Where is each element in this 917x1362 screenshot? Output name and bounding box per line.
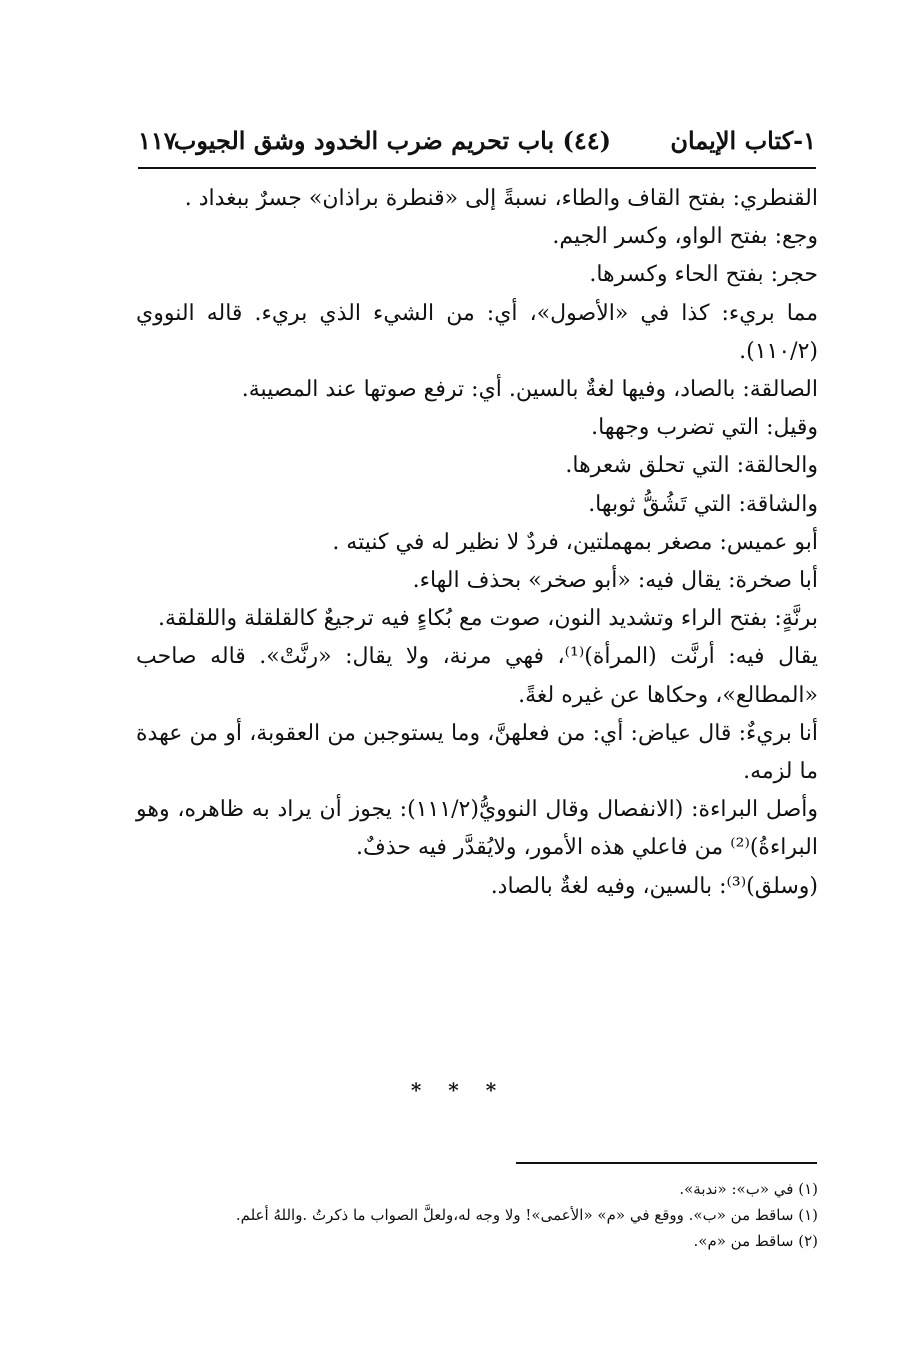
entry-qila: وقيل: التي تضرب وجهها. bbox=[591, 415, 818, 441]
running-header bbox=[138, 120, 816, 164]
entry-shaqqa: والشاقة: التي تَشُقُّ ثوبها. bbox=[588, 491, 818, 517]
entry-hajar: حجر: بفتح الحاء وكسرها. bbox=[589, 262, 818, 288]
entry-abu-umais: أبو عميس: مصغر بمهملتين، فردٌ لا نظير له في كنيته . bbox=[332, 529, 818, 555]
entry-ana-bari: أنا بريءٌ: قال عياض: أي: من فعلهنَّ، وما يستوجبن من العقوبة، أو من عهدة ما لزمه. bbox=[136, 720, 818, 785]
footnote-2: (١) ساقط من «ب». ووقع في «م» «الأعمى»! ولا وجه له،ولعلَّ الصواب ما ذكرتُ .واللهُ أعلم. bbox=[235, 1206, 818, 1224]
entry-haliqa: والحالقة: التي تحلق شعرها. bbox=[565, 453, 818, 479]
chapter-title: (٤٤) باب تحريم ضرب الخدود وشق الجيوب bbox=[173, 126, 611, 155]
footnote-1: (١) في «ب»: «ندبة». bbox=[679, 1180, 818, 1198]
entry-yuqal-fihi: يقال فيه: أرنَّت (المرأة)⁽¹⁾، فهي مرنة، ولا يقال: «رنَّتْ». قاله صاحب «المطالع»، وحكاها عن غيره لغةً. bbox=[136, 644, 819, 708]
main-text bbox=[136, 180, 818, 906]
entry-salaq: (وسلق)⁽³⁾: بالسين، وفيه لغةٌ بالصاد. bbox=[490, 873, 818, 899]
entry-aba-sakhra: أبا صخرة: يقال فيه: «أبو صخر» بحذف الهاء. bbox=[412, 568, 818, 594]
entry-mimma-bari: مما بريء: كذا في «الأصول»، أي: من الشيء الذي بريء. قاله النووي (١١٠/٢). bbox=[136, 300, 818, 364]
footnotes bbox=[136, 1176, 818, 1254]
entry-asl-albaraa: وأصل البراءة: (الانفصال وقال النوويُّ(١١١/٢): يجوز أن يراد به ظاهره، وهو البراءةُ)⁽²⁾ من فاعلي هذه الأمور، ولايُقدَّر فيه حذفٌ. bbox=[136, 797, 819, 861]
section-title: ١-كتاب الإيمان bbox=[670, 126, 816, 155]
page-number: ١١٧ bbox=[138, 126, 177, 155]
header-rule bbox=[138, 167, 816, 169]
entry-saliqa: الصالقة: بالصاد، وفيها لغةٌ بالسين. أي: ترفع صوتها عند المصيبة. bbox=[241, 377, 818, 403]
entry-waj: وجع: بفتح الواو، وكسر الجيم. bbox=[552, 224, 818, 250]
footnote-3: (٢) ساقط من «م». bbox=[693, 1232, 818, 1250]
section-separator: * * * bbox=[410, 1078, 507, 1102]
entry-qantari: القنطري: بفتح القاف والطاء، نسبةً إلى «قنطرة براذان» جسرٌ ببغداد . bbox=[184, 186, 818, 211]
footnote-rule bbox=[516, 1162, 817, 1164]
entry-birannatin: برنَّةٍ: بفتح الراء وتشديد النون، صوت مع بُكاءٍ فيه ترجيعٌ كالقلقلة واللقلقة. bbox=[158, 606, 818, 632]
